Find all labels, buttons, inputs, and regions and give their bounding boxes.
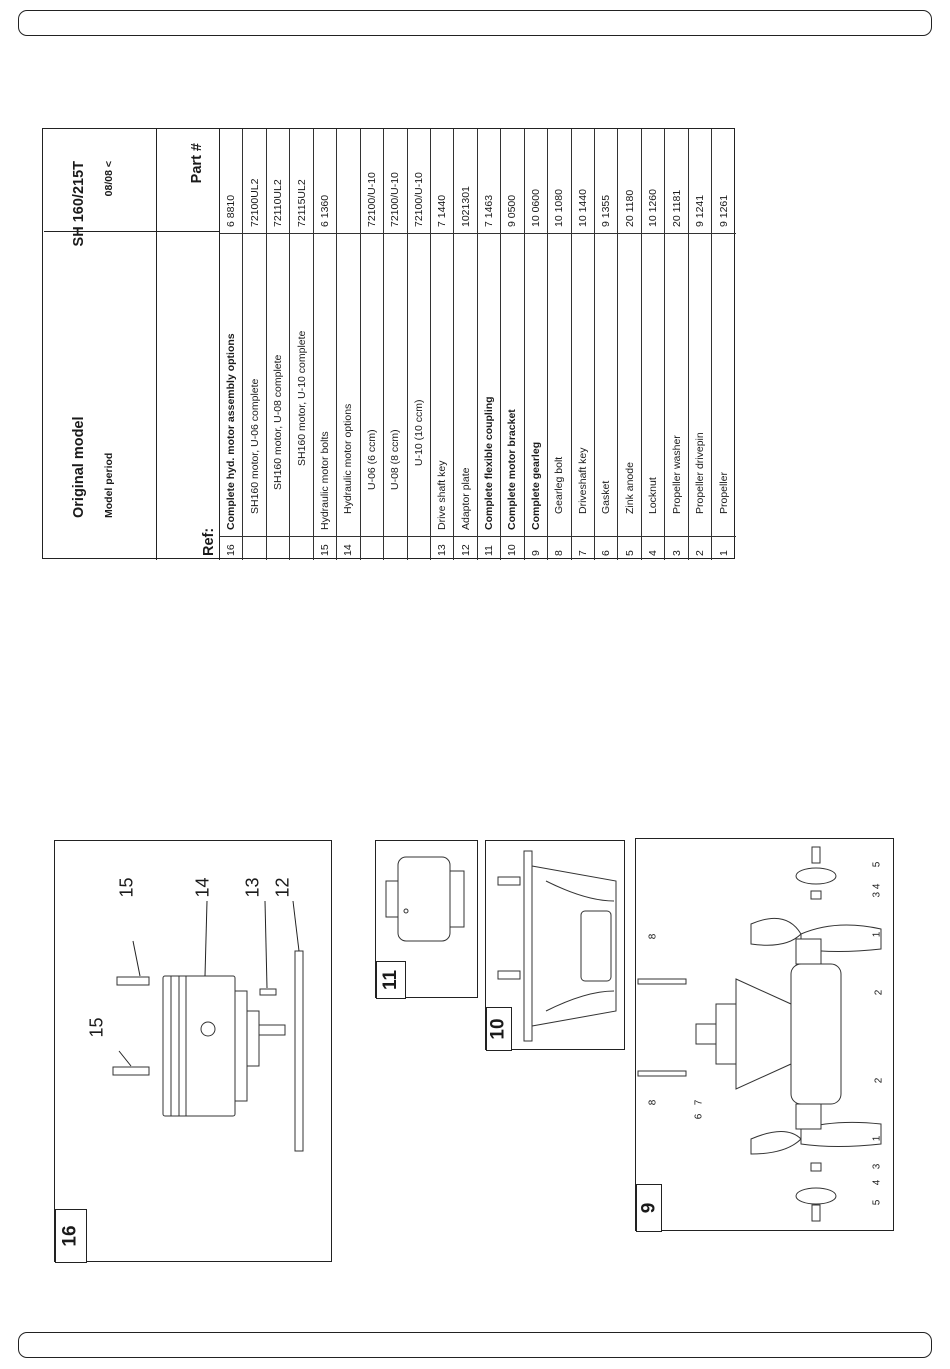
row-ref: 4 — [642, 536, 664, 560]
row-part-number: 1021301 — [459, 186, 472, 227]
row-ref: 16 — [220, 536, 242, 560]
table-row — [572, 129, 595, 560]
row-part-number: 6 1360 — [318, 194, 331, 227]
table-row — [243, 129, 266, 560]
callout-label: 8 — [647, 933, 659, 940]
row-description: Propeller drivepin — [689, 233, 711, 536]
column-divider — [44, 231, 219, 232]
callout-label: 6 — [693, 1113, 705, 1120]
row-ref: 12 — [454, 536, 476, 560]
row-description: Propeller washer — [665, 233, 687, 536]
row-ref — [408, 536, 430, 560]
bottom-frame-bar — [18, 1332, 932, 1358]
row-description: U-08 (8 ccm) — [384, 233, 406, 536]
row-part-number: 9 1241 — [693, 194, 706, 227]
callout-label: 14 — [192, 877, 213, 898]
row-ref — [243, 536, 265, 560]
row-ref: 2 — [689, 536, 711, 560]
row-ref: 15 — [314, 536, 336, 560]
row-part-number — [337, 129, 359, 233]
table-row — [454, 129, 477, 560]
row-ref — [384, 536, 406, 560]
row-part-number: 10 1260 — [647, 189, 660, 227]
row-description: U-10 (10 ccm) — [408, 233, 430, 536]
row-part-number: 9 1261 — [717, 194, 730, 227]
row-ref: 5 — [618, 536, 640, 560]
gearleg-drawing — [636, 839, 895, 1232]
row-description: Driveshaft key — [572, 233, 594, 536]
row-part-number: 7 1440 — [436, 194, 449, 227]
table-row — [408, 129, 431, 560]
callout-label: 15 — [86, 1017, 107, 1038]
row-ref: 7 — [572, 536, 594, 560]
row-description: Adaptor plate — [454, 233, 476, 536]
row-ref: 3 — [665, 536, 687, 560]
table-row — [712, 129, 735, 560]
callout-label: 12 — [272, 877, 293, 898]
motor-drawing — [55, 841, 333, 1263]
row-description: Drive shaft key — [431, 233, 453, 536]
diagram-badge-9: 9 — [636, 1184, 662, 1232]
diagram-badge-11: 11 — [376, 961, 406, 999]
diagram-panel-gearleg — [635, 838, 894, 1231]
row-part-number: 20 1180 — [623, 189, 636, 227]
table-row — [689, 129, 712, 560]
row-description: Hydraulic motor options — [337, 233, 359, 536]
row-description: SH160 motor, U-10 complete — [290, 233, 312, 536]
table-row — [431, 129, 454, 560]
row-description: Complete hyd. motor assembly options — [220, 233, 242, 536]
row-ref — [267, 536, 289, 560]
table-header — [43, 129, 157, 560]
row-part-number: 9 1355 — [600, 194, 613, 227]
row-part-number: 10 0600 — [529, 189, 542, 227]
diagram-badge-16: 16 — [55, 1209, 87, 1263]
table-row — [478, 129, 501, 560]
callout-label: 3 — [871, 1163, 883, 1170]
callout-label: 1 — [871, 931, 883, 938]
table-row — [314, 129, 337, 560]
table-body — [220, 129, 736, 560]
row-description: Zink anode — [618, 233, 640, 536]
table-row — [501, 129, 524, 560]
diagram-panel-motor — [54, 840, 332, 1262]
table-row — [267, 129, 290, 560]
row-description: Gearleg bolt — [548, 233, 570, 536]
row-description: Propeller — [712, 233, 735, 536]
callout-label: 2 — [873, 1077, 885, 1084]
row-description: Locknut — [642, 233, 664, 536]
row-ref: 9 — [525, 536, 547, 560]
row-part-number: 10 1440 — [576, 189, 589, 227]
row-description: SH160 motor, U-08 complete — [267, 233, 289, 536]
callout-label: 5 — [871, 1199, 883, 1206]
row-description: Complete motor bracket — [501, 233, 523, 536]
row-ref: 8 — [548, 536, 570, 560]
row-ref — [290, 536, 312, 560]
part-column-header: Part # — [189, 143, 205, 184]
row-description: Complete flexible coupling — [478, 233, 500, 536]
row-description: Gasket — [595, 233, 617, 536]
table-row — [361, 129, 384, 560]
ref-column-header: Ref: — [201, 527, 217, 556]
callout-label: 5 — [871, 861, 883, 868]
row-ref — [361, 536, 383, 560]
row-description: U-06 (6 ccm) — [361, 233, 383, 536]
row-description: Complete gearleg — [525, 233, 547, 536]
top-frame-bar — [18, 10, 932, 36]
row-part-number: 72110UL2 — [272, 179, 285, 227]
table-row — [525, 129, 548, 560]
diagram-panel-coupling — [375, 840, 478, 998]
header-model: SH 160/215T — [71, 161, 87, 247]
row-part-number: 72100/U-10 — [412, 172, 425, 227]
callout-label: 4 — [871, 1179, 883, 1186]
row-part-number: 72100/U-10 — [365, 172, 378, 227]
callout-label: 15 — [116, 877, 137, 898]
callout-label: 7 — [693, 1099, 705, 1106]
model-period-value: 08/08 < — [103, 161, 115, 197]
column-headers — [157, 129, 220, 560]
callout-label: 3 4 — [871, 883, 883, 898]
table-row — [290, 129, 313, 560]
row-ref: 11 — [478, 536, 500, 560]
row-part-number: 72100/U-10 — [389, 172, 402, 227]
row-part-number: 72115UL2 — [295, 179, 308, 227]
callout-label: 8 — [647, 1099, 659, 1106]
row-ref: 14 — [337, 536, 359, 560]
callout-label: 2 — [873, 989, 885, 996]
row-ref: 10 — [501, 536, 523, 560]
row-description: Hydraulic motor bolts — [314, 233, 336, 536]
callout-label: 13 — [242, 877, 263, 898]
row-ref: 13 — [431, 536, 453, 560]
table-row — [642, 129, 665, 560]
table-row — [337, 129, 360, 560]
parts-table — [42, 128, 735, 559]
row-part-number: 7 1463 — [483, 194, 496, 227]
row-ref: 1 — [712, 536, 735, 560]
diagram-panel-bracket — [485, 840, 625, 1050]
row-part-number: 72100UL2 — [248, 178, 261, 227]
table-row — [384, 129, 407, 560]
model-period-label: Model period — [103, 452, 115, 518]
table-row — [548, 129, 571, 560]
row-part-number: 10 1080 — [553, 189, 566, 227]
row-part-number: 20 1181 — [670, 189, 683, 227]
row-ref: 6 — [595, 536, 617, 560]
row-part-number: 9 0500 — [506, 194, 519, 227]
callout-label: 1 — [871, 1135, 883, 1142]
header-title: Original model — [71, 416, 87, 518]
table-row — [618, 129, 641, 560]
row-description: SH160 motor, U-06 complete — [243, 233, 265, 536]
table-row — [220, 129, 243, 560]
table-row — [665, 129, 688, 560]
table-row — [595, 129, 618, 560]
row-part-number: 6 8810 — [225, 194, 238, 227]
diagram-badge-10: 10 — [486, 1007, 512, 1051]
